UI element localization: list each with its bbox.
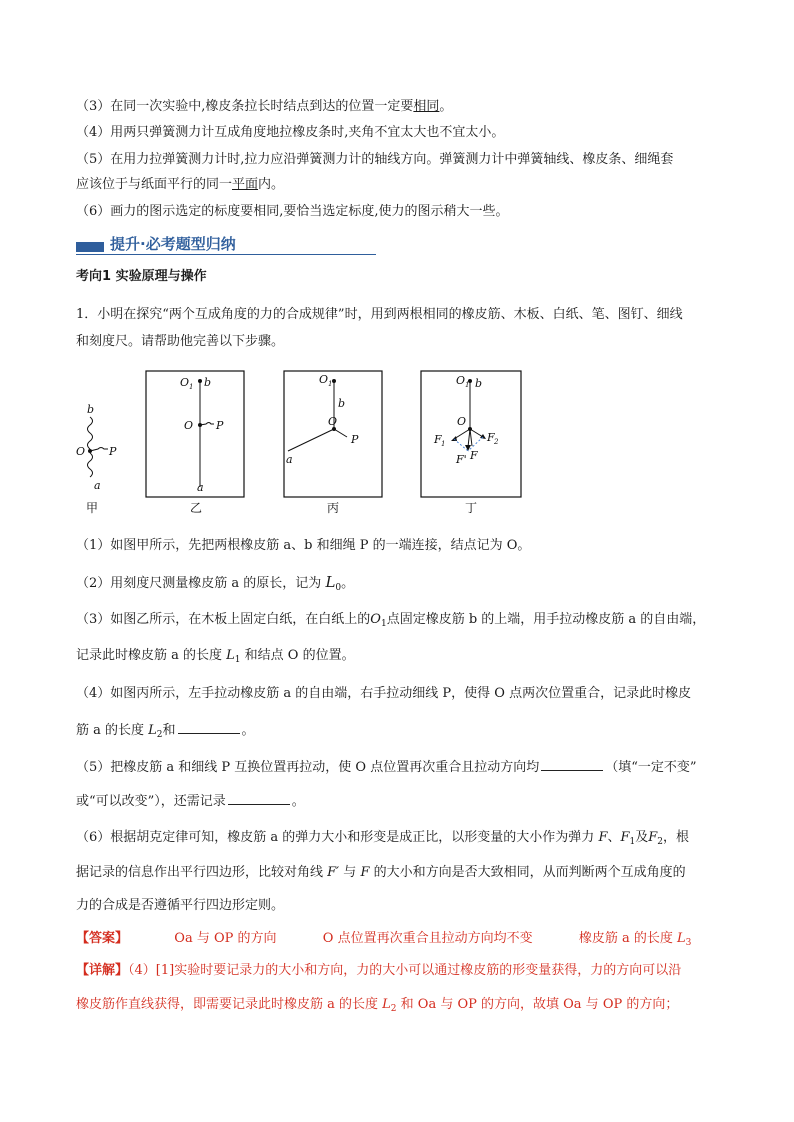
question-intro-2: 和刻度尺。请帮助他完善以下步骤。 bbox=[76, 334, 285, 349]
answer-3-L: L bbox=[677, 931, 686, 946]
note-4 bbox=[76, 124, 504, 142]
caption-jia: 甲 bbox=[86, 501, 99, 515]
jia-label-a: a bbox=[94, 479, 101, 492]
note-3-end: 。 bbox=[439, 99, 453, 114]
step-3 bbox=[76, 611, 705, 633]
note-5-end: 内。 bbox=[258, 177, 285, 192]
step-3-text-c: 记录此时橡皮筋 a 的长度 bbox=[76, 648, 223, 663]
bing-label-b: b bbox=[338, 397, 346, 410]
step-5 bbox=[76, 758, 697, 777]
answer-3-L-sub: 3 bbox=[685, 938, 692, 948]
experiment-figure bbox=[76, 367, 556, 517]
yi-label-a: a bbox=[197, 481, 204, 494]
figure-yi bbox=[146, 371, 244, 497]
detail-label: 【详解】 bbox=[76, 963, 129, 978]
note-3-underlined: 相同 bbox=[413, 99, 440, 114]
note-4-text: （4）用两只弹簧测力计互成角度地拉橡皮条时,夹角不宜太大也不宜太小。 bbox=[76, 125, 505, 140]
bing-label-O1: O bbox=[319, 373, 329, 386]
step-6 bbox=[76, 829, 689, 851]
jia-label-O: O bbox=[76, 445, 86, 458]
step-4-L-sub: 2 bbox=[156, 730, 163, 740]
note-6 bbox=[76, 203, 509, 221]
ding-label-O1: O bbox=[456, 374, 466, 387]
banner-title: 提升·必考题型归纳 bbox=[110, 235, 236, 253]
figure-captions bbox=[86, 501, 477, 515]
ding-label-F1-sub: 1 bbox=[441, 440, 446, 448]
step-4: （4）如图丙所示，左手拉动橡皮筋 a 的自由端，右手拉动细线 P，使得 O 点两次位置重合，记录此时橡皮 bbox=[76, 686, 692, 701]
step-3-L-sub: 1 bbox=[234, 655, 241, 665]
step-6-F: F bbox=[598, 830, 608, 845]
figure-ding bbox=[421, 371, 521, 497]
note-5-cont-text: 应该位于与纸面平行的同一 bbox=[76, 177, 233, 192]
step-5-text-c: 或“可以改变”），还需记录 bbox=[76, 794, 226, 809]
answer-line bbox=[76, 930, 691, 952]
step-3-O: O bbox=[370, 612, 381, 627]
banner-bar bbox=[76, 242, 104, 252]
step-6-text-b: 据记录的信息作出平行四边形，比较对角线 bbox=[76, 865, 324, 880]
note-5 bbox=[76, 151, 673, 169]
detail-text-2b: 和 Oa 与 OP 的方向，故填 Oa 与 OP 的方向； bbox=[400, 997, 679, 1012]
bing-label-O: O bbox=[328, 415, 338, 428]
step-6-F1: F bbox=[620, 830, 630, 845]
step-6-end-a: ，根 bbox=[663, 830, 690, 845]
step-6-sep: 、 bbox=[607, 830, 621, 845]
note-5-cont bbox=[76, 176, 284, 194]
ding-label-O1-sub: 1 bbox=[465, 381, 470, 389]
yi-label-O1: O bbox=[180, 376, 190, 389]
ding-label-b: b bbox=[475, 377, 483, 390]
jia-label-b: b bbox=[87, 403, 95, 416]
answer-label: 【答案】 bbox=[76, 931, 129, 946]
detail-text-1: （4）[1]实验时要记录力的大小和方向，力的大小可以通过橡皮筋的形变量获得，力的方向可以沿 bbox=[128, 963, 682, 978]
step-4-L: L bbox=[148, 723, 157, 738]
step-6-F3: F bbox=[360, 865, 370, 880]
jia-label-P: P bbox=[109, 445, 117, 458]
step-4-text-b: 筋 a 的长度 bbox=[76, 723, 145, 738]
step-6-F2-sub: 2 bbox=[657, 837, 664, 847]
topic-heading: 考向1 实验原理与操作 bbox=[76, 269, 207, 284]
step-5-text-a: （5）把橡皮筋 a 和细线 P 互换位置再拉动，使 O 点位置再次重合且拉动方向均 bbox=[76, 760, 540, 775]
detail-L: L bbox=[382, 997, 391, 1012]
step-5-end: 。 bbox=[291, 794, 305, 809]
step-3-L: L bbox=[226, 648, 235, 663]
yi-label-O: O bbox=[184, 419, 194, 432]
detail-line-1 bbox=[76, 962, 681, 980]
step-2 bbox=[76, 573, 354, 597]
step-4-blank bbox=[178, 721, 240, 734]
ding-label-F2-sub: 2 bbox=[494, 438, 499, 446]
step-6-Fprime: F′ bbox=[327, 865, 340, 880]
note-5-underlined: 平面 bbox=[232, 177, 259, 192]
step-6-text-c: 与 bbox=[343, 865, 357, 880]
step-6-text-a: （6）根据胡克定律可知，橡皮筋 a 的弹力大小和形变是成正比，以形变量的大小作为弹力 bbox=[76, 830, 595, 845]
step-3-O-sub: 1 bbox=[380, 619, 387, 629]
bing-label-P: P bbox=[351, 433, 359, 446]
yi-label-b: b bbox=[204, 376, 212, 389]
step-6-cont-2: 力的合成是否遵循平行四边形定则。 bbox=[76, 898, 285, 913]
detail-text-2a: 橡皮筋作直线获得，即需要记录此时橡皮筋 a 的长度 bbox=[76, 997, 379, 1012]
step-5-blank-2 bbox=[228, 792, 290, 805]
step-5-cont bbox=[76, 792, 305, 811]
step-2-L-sub: 0 bbox=[335, 583, 342, 593]
step-4-text-c: 和 bbox=[162, 723, 176, 738]
step-6-cont bbox=[76, 864, 686, 882]
note-3 bbox=[76, 98, 452, 116]
bing-label-a: a bbox=[286, 453, 293, 466]
ding-label-Fprime: F' bbox=[456, 453, 467, 466]
caption-ding: 丁 bbox=[465, 501, 478, 515]
step-5-blank-1 bbox=[541, 758, 603, 771]
step-3-text-a: （3）如图乙所示，在木板上固定白纸，在白纸上的 bbox=[76, 612, 371, 627]
caption-yi: 乙 bbox=[190, 501, 203, 515]
ding-label-O: O bbox=[457, 415, 467, 428]
bing-label-O1-sub: 1 bbox=[328, 380, 333, 388]
yi-label-O1-sub: 1 bbox=[189, 383, 194, 391]
step-5-text-b: （填“一定不变” bbox=[605, 760, 697, 775]
note-3-text: （3）在同一次实验中,橡皮条拉长时结点到达的位置一定要 bbox=[76, 99, 414, 114]
figure-jia bbox=[76, 403, 117, 492]
banner-rule bbox=[76, 254, 376, 255]
ding-label-F2: F bbox=[487, 431, 495, 444]
step-3-text-d: 和结点 O 的位置。 bbox=[244, 648, 355, 663]
step-4-cont bbox=[76, 721, 255, 744]
step-3-cont bbox=[76, 647, 355, 669]
detail-L-sub: 2 bbox=[390, 1004, 397, 1014]
step-6-text-d: 的大小和方向是否大致相同，从而判断两个互成角度的 bbox=[373, 865, 686, 880]
note-6-text: （6）画力的图示选定的标度要相同,要恰当选定标度,使力的图示稍大一些。 bbox=[76, 204, 509, 219]
step-6-F2: F bbox=[648, 830, 658, 845]
ding-label-F: F bbox=[470, 449, 478, 462]
section-banner bbox=[76, 233, 376, 255]
caption-bing: 丙 bbox=[327, 501, 340, 515]
ding-label-F1: F bbox=[434, 433, 442, 446]
answer-3: 橡皮筋 a 的长度 bbox=[578, 931, 673, 946]
step-4-end: 。 bbox=[241, 723, 255, 738]
step-6-F1-sub: 1 bbox=[629, 837, 636, 847]
step-2-end: 。 bbox=[341, 576, 355, 591]
step-1: （1）如图甲所示，先把两根橡皮筋 a、b 和细绳 P 的一端连接，结点记为 O。 bbox=[76, 538, 531, 553]
answer-2: O 点位置再次重合且拉动方向均不变 bbox=[322, 931, 533, 946]
detail-line-2 bbox=[76, 996, 678, 1018]
step-2-text: （2）用刻度尺测量橡皮筋 a 的原长，记为 bbox=[76, 576, 322, 591]
step-6-and: 及 bbox=[635, 830, 649, 845]
yi-label-P: P bbox=[216, 419, 224, 432]
step-2-L: L bbox=[325, 573, 336, 591]
question-intro-1: 1．小明在探究“两个互成角度的力的合成规律”时，用到两根相同的橡皮筋、木板、白纸、笔、图钉、细线 bbox=[76, 307, 683, 322]
answer-1: Oa 与 OP 的方向 bbox=[174, 931, 277, 946]
step-3-text-b: 点固定橡皮筋 b 的上端，用手拉动橡皮筋 a 的自由端， bbox=[386, 612, 706, 627]
note-5-text: （5）在用力拉弹簧测力计时,拉力应沿弹簧测力计的轴线方向。弹簧测力计中弹簧轴线、橡皮条、细绳套 bbox=[76, 152, 674, 167]
figure-bing bbox=[284, 371, 382, 497]
